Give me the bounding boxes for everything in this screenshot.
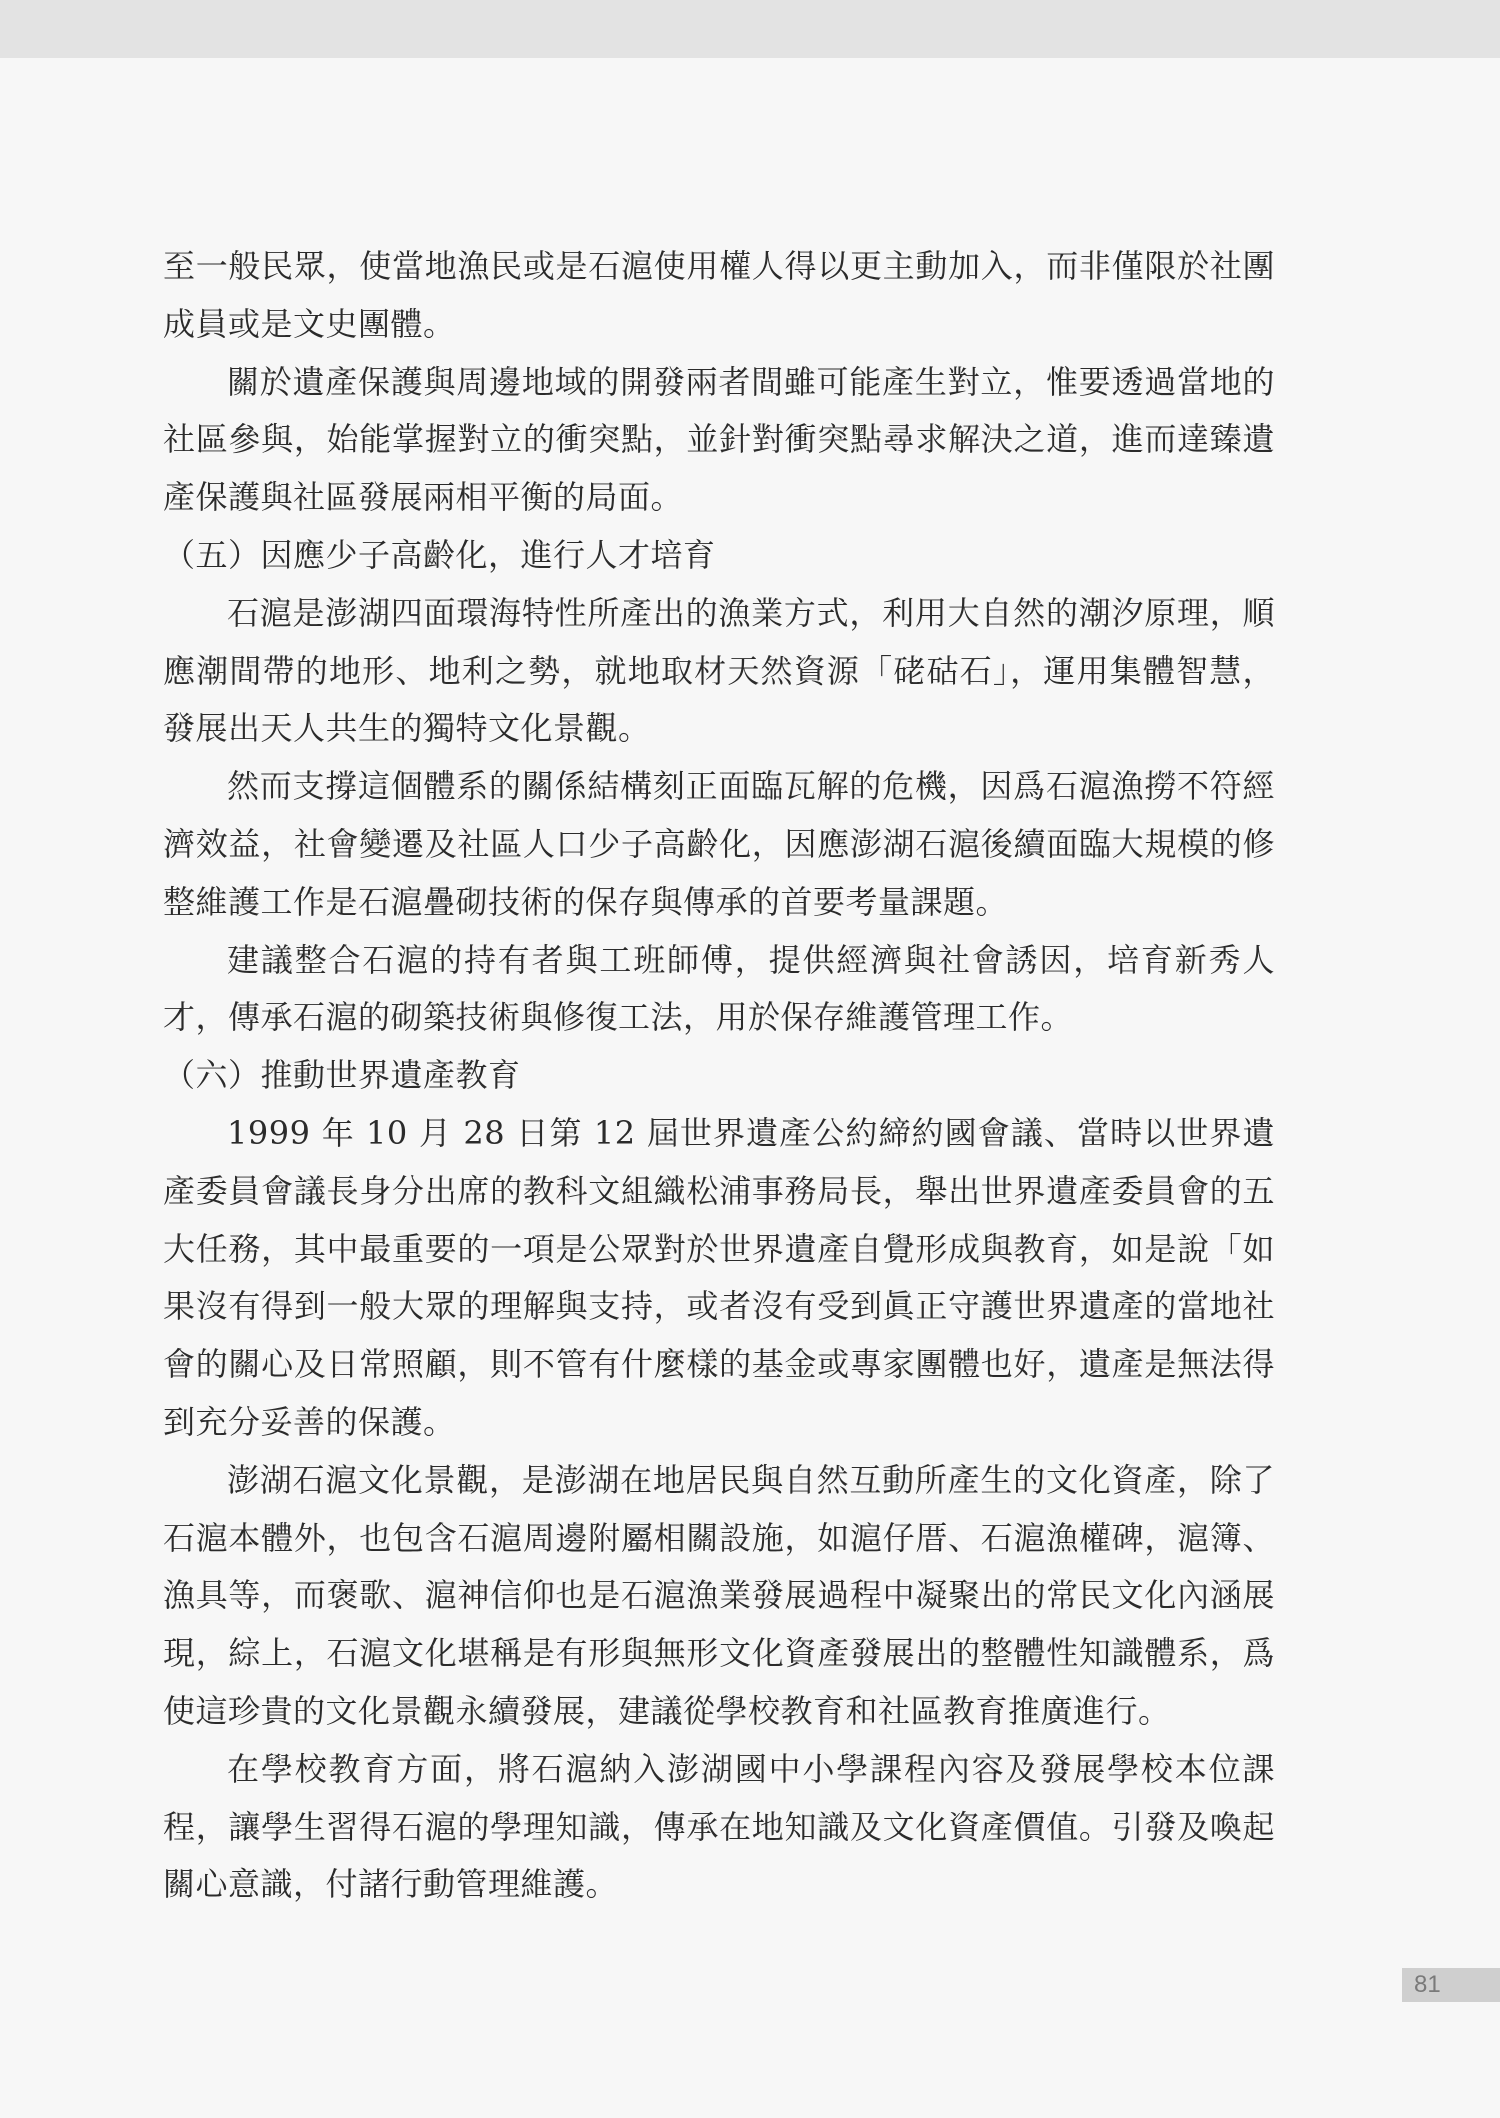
scan-top-edge: [0, 0, 1500, 58]
section-heading: （六）推動世界遺產教育: [163, 1056, 521, 1095]
paragraph: 建議整合石滬的持有者與工班師傅，提供經濟與社會誘因，培育新秀人才，傳承石滬的砌築技術與修復工法，用於保存維護管理工作。: [163, 940, 1275, 1037]
paragraph: 關於遺產保護與周邊地域的開發兩者間雖可能產生對立，惟要透過當地的社區參與，始能掌握對立的衝突點，並針對衝突點尋求解決之道，進而達臻遺產保護與社區發展兩相平衡的局面。: [163, 362, 1275, 517]
paragraph: 在學校教育方面，將石滬納入澎湖國中小學課程內容及發展學校本位課程，讓學生習得石滬的學理知識，傳承在地知識及文化資產價值。引發及喚起關心意識，付諸行動管理維護。: [163, 1749, 1275, 1904]
paragraph: 然而支撐這個體系的關係結構刻正面臨瓦解的危機，因爲石滬漁撈不符經濟效益，社會變遷及社區人口少子高齡化，因應澎湖石滬後續面臨大規模的修整維護工作是石滬疊砌技術的保存與傳承的首要考量課題。: [163, 767, 1275, 921]
page-number: 81: [1402, 1968, 1500, 2002]
paragraph-continued: 至一般民眾，使當地漁民或是石滬使用權人得以更主動加入，而非僅限於社團成員或是文史團體。: [163, 247, 1275, 343]
paragraph: 1999 年 10 月 28 日第 12 屆世界遺產公約締約國會議、當時以世界遺產委員會議長身分出席的教科文組織松浦事務局長，舉出世界遺產委員會的五大任務，其中最重要的一項是公眾對於世界遺產自覺形成與教育，如是說「如果沒有得到一般大眾的理解與支持，或者沒有受到眞正守護世界遺產的當地社會的關心及日常照顧，則不管有什麼樣的基金或專家團體也好，遺產是無法得到充分妥善的保護。: [163, 1113, 1275, 1441]
section-heading: （五）因應少子高齡化，進行人才培育: [163, 535, 716, 574]
paragraph: 石滬是澎湖四面環海特性所產出的漁業方式，利用大自然的潮汐原理，順應潮間帶的地形、地利之勢，就地取材天然資源「硓𥑮石」，運用集體智慧，發展出天人共生的獨特文化景觀。: [163, 593, 1275, 748]
paragraph: 澎湖石滬文化景觀，是澎湖在地居民與自然互動所產生的文化資產，除了石滬本體外，也包含石滬周邊附屬相關設施，如滬仔厝、石滬漁權碑，滬簿、漁具等，而褒歌、滬神信仰也是石滬漁業發展過程中凝聚出的常民文化內涵展現，綜上，石滬文化堪稱是有形與無形文化資產發展出的整體性知識體系，爲使這珍貴的文化景觀永續發展，建議從學校教育和社區教育推廣進行。: [163, 1460, 1275, 1730]
document-body: [163, 238, 1275, 1914]
